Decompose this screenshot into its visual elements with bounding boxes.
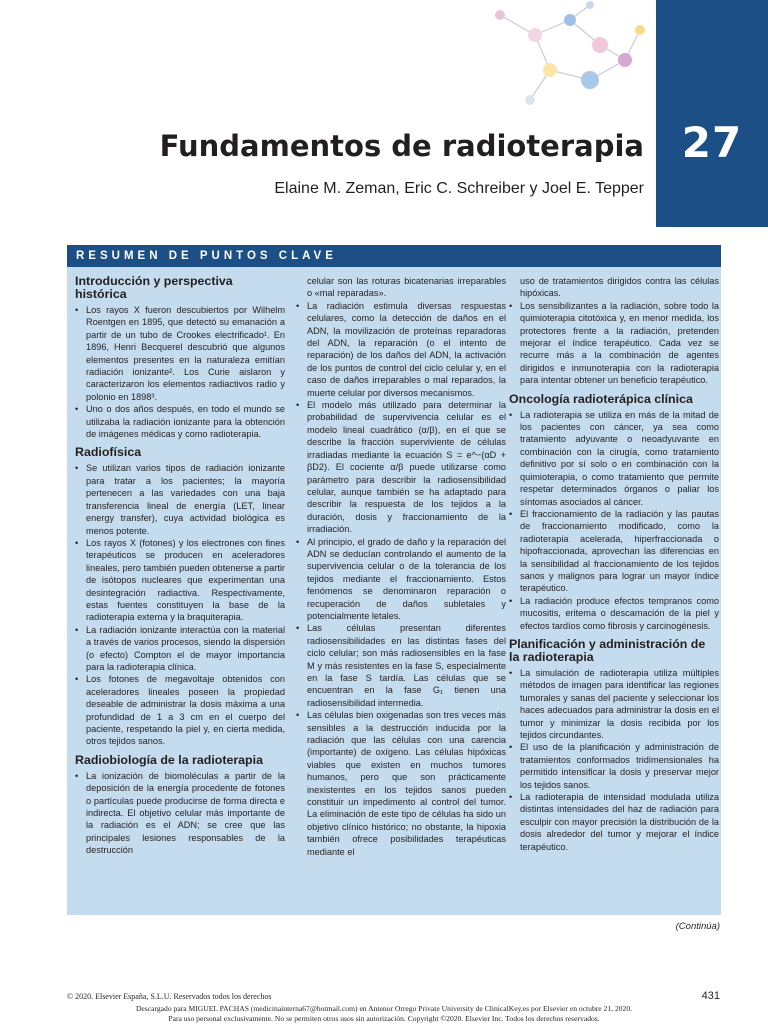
bullet-item: • Los rayos X (fotones) y los electrones con fines terapéuticos se producen en aceleradores lineales, pero también pueden obtenerse a partir de isótopos nucleares que experimentan una desintegración radiactiva. Respectivamente, estas fuentes constituyen la base de la radioterapia externa y la braquiterapia.	[75, 537, 285, 624]
bullet-list	[296, 275, 506, 858]
key-points-column-3	[509, 275, 719, 859]
key-points-column-1	[75, 275, 285, 863]
bullet-item: • La radiación ionizante interactúa con la material a través de varios procesos, siendo la dispersión (o efecto) Compton el de mayor importancia para la radioterapia clínica.	[75, 624, 285, 674]
bullet-item: • El uso de la planificación y administración de tratamientos conformados tridimensionales ha permitido intensificar la dosis y preservar mejor los tejidos sanos.	[509, 741, 719, 791]
bullet-item: • La radiación produce efectos tempranos como mucositis, eritema o descamación de la piel y efectos tardíos como fibrosis y carcinogénesis.	[509, 595, 719, 632]
bullet-item: • El fraccionamiento de la radiación y las pautas de fraccionamiento modificado, como la radioterapia acelerada, hiperfraccionada o hipofraccionada, aprovechan las diferencias en la sensibilidad al fraccionamiento de los tejidos sanos y malignos para lograr un mayor índice terapéutico.	[509, 508, 719, 595]
copyright-notice: © 2020. Elsevier España, S.L.U. Reservados todos los derechos	[67, 992, 272, 1001]
key-points-box	[67, 245, 721, 915]
bullet-item: • Los fotones de megavoltaje obtenidos con aceleradores lineales poseen la propiedad deseable de administrar la dosis máxima a una profundidad de 1 a 3 cm en el cuerpo del paciente, respetando la piel y, en cierta medida, otros tejidos sanos.	[75, 673, 285, 747]
bullet-item: • Se utilizan varios tipos de radiación ionizante para tratar a los pacientes; la mayoría pertenecen a las variedades con una baja transferencia lineal de energía (LET, linear energy transfer), cuya actividad biológica es menos potente.	[75, 462, 285, 536]
bullet-list	[75, 304, 285, 440]
download-line: Descargado para MIGUEL PACHAS (medicinainterna67@hotmail.com) en Antenor Orrego Private University de ClinicalKey.es por Elsevier en octubre 21, 2020.	[135, 1004, 633, 1013]
bullet-item: • La radioterapia se utiliza en más de la mitad de los pacientes con cáncer, ya sea como tratamiento adyuvante o neoadyuvante en combinación con la cirugía, como tratamiento definitivo por sí solo o en combinación con la quimioterapia, o como tratamiento que permite respetar determinados órganos o paliar los síntomas asociados al cáncer.	[509, 409, 719, 508]
molecule-decoration-icon	[440, 0, 650, 120]
chapter-authors: Elaine M. Zeman, Eric C. Schreiber y Joel E. Tepper	[274, 180, 644, 197]
bullet-item: • Los sensibilizantes a la radiación, sobre todo la quimioterapia citotóxica y, en menor medida, los protectores frente a la radiación, pretenden mejorar el índice terapéutico. Cada vez se recurre más a la combinación de agentes dirigidos e inmunoterapia con la radioterapia para intentar obtener un beneficio terapéutico.	[509, 300, 719, 387]
bullet-list	[75, 770, 285, 857]
continued-text: celular son las roturas bicatenarias irreparables o «mal reparadas».	[307, 276, 506, 299]
bullet-item: • La radioterapia de intensidad modulada utiliza distintas intensidades del haz de radiación para esculpir con mayor precisión la distribución de la dosis alrededor del tumor y mejorar el índice terapéutico.	[509, 791, 719, 853]
bullet-list	[509, 667, 719, 853]
key-points-column-2	[296, 275, 506, 864]
chapter-title: Fundamentos de radioterapia	[159, 129, 644, 163]
download-notice	[0, 1004, 768, 1023]
bullet-item: • Uno o dos años después, en todo el mundo se utilizaba la radiación ionizante para la obtención de imágenes médicas y como radioterapia.	[75, 403, 285, 440]
page-number: 431	[701, 990, 720, 1002]
section-title: Planificación y administración de la radioterapia	[509, 636, 706, 664]
key-points-heading: RESUMEN DE PUNTOS CLAVE	[67, 245, 721, 267]
bullet-item: • Los rayos X fueron descubiertos por Wilhelm Roentgen en 1895, que detectó su emanación a partir de un tubo de Crookes electrificado¹. En 1896, Henri Becquerel descubrió que algunos elementos presentes en la naturaleza emitían radiación ionizante². Los Curie aislaron y caracterizaron los elementos radiactivos radio y polonio en 1898³.	[75, 304, 285, 403]
bullet-list	[75, 462, 285, 747]
continued-note: (Continúa)	[675, 921, 720, 932]
bullet-item: • Las células bien oxigenadas son tres veces más sensibles a la destrucción inducida por la radiación que las células con una carencia (importante) de oxígeno. Las células hipóxicas viables que existen en muchos tumores humanos, pero que son prácticamente inexistentes en los tejidos sanos pueden constituir un impedimento al control del tumor. La eliminación de este tipo de células ha sido un objetivo clínico histórico; no obstante, la hipoxia también ofrece posibilidades terapéuticas mediante el	[296, 709, 506, 858]
bullet-item: • Las células presentan diferentes radiosensibilidades en las distintas fases del ciclo celular; son más radiosensibles en la fase M y más resistentes en la fase S, especialmente en la fase S tardía. Las células que se encuentran en la fase G₁ tienen una radiosensibilidad intermedia.	[296, 622, 506, 709]
bullet-item: • La ionización de biomoléculas a partir de la deposición de la energía procedente de fotones o partículas puede producirse de forma directa e indirecta. El objetivo celular más importante de la radiación es el ADN; se cree que las principales lesiones responsables de la destrucción	[75, 770, 285, 857]
bullet-list	[509, 275, 719, 387]
section-title: Introducción y perspectiva histórica	[75, 274, 233, 301]
bullet-item: • El modelo más utilizado para determinar la probabilidad de supervivencia celular es el modelo lineal cuadrático (α/β), en el que se describe la fracción superviviente de células irradiadas mediante la ecuación S = e^−(αD + βD2). El cociente α/β puede utilizarse como parámetro para describir la radiosensibilidad celular, aunque también se ha adaptado para describir la respuesta de los tejidos a la duración, dosis y fraccionamiento de la irradiación.	[296, 399, 506, 535]
chapter-number-box	[656, 0, 768, 227]
continued-text: uso de tratamientos dirigidos contra las células hipóxicas.	[520, 276, 719, 299]
bullet-item: • Al principio, el grado de daño y la reparación del ADN se deducían controlando el aumento de la supervivencia celular o de la tolerancia de los tejidos mediante el fraccionamiento. Estos fenómenos se denominaron reparación o recuperación de daños subletales y potencialmente letales.	[296, 536, 506, 623]
section-title: Oncología radioterápica clínica	[509, 391, 693, 406]
section-title: Radiofísica	[75, 445, 142, 460]
bullet-list	[509, 409, 719, 632]
section-title: Radiobiología de la radioterapia	[75, 752, 263, 767]
bullet-item: • La simulación de radioterapia utiliza múltiples métodos de imagen para identificar las regiones tumorales y sanas del paciente y seleccionar los haces adecuados para administrar la dosis en el tumor y minimizar la dosis recibida por los tejidos circundantes.	[509, 667, 719, 741]
download-line: Para uso personal exclusivamente. No se permiten otros usos sin autorización. Copyright ©2020. Elsevier Inc. Todos los derechos reservados.	[168, 1013, 600, 1023]
chapter-number: 27	[681, 118, 743, 167]
bullet-item: • La radiación estimula diversas respuestas celulares, como la detección de daños en el ADN, la movilización de proteínas reparadoras del ADN, la reparación (o el intento de reparación) de los daños del ADN, la activación de los puntos de control del ciclo celular y, en el caso de daños irreparables o mal reparados, la muerte celular por diversos mecanismos.	[296, 300, 506, 399]
